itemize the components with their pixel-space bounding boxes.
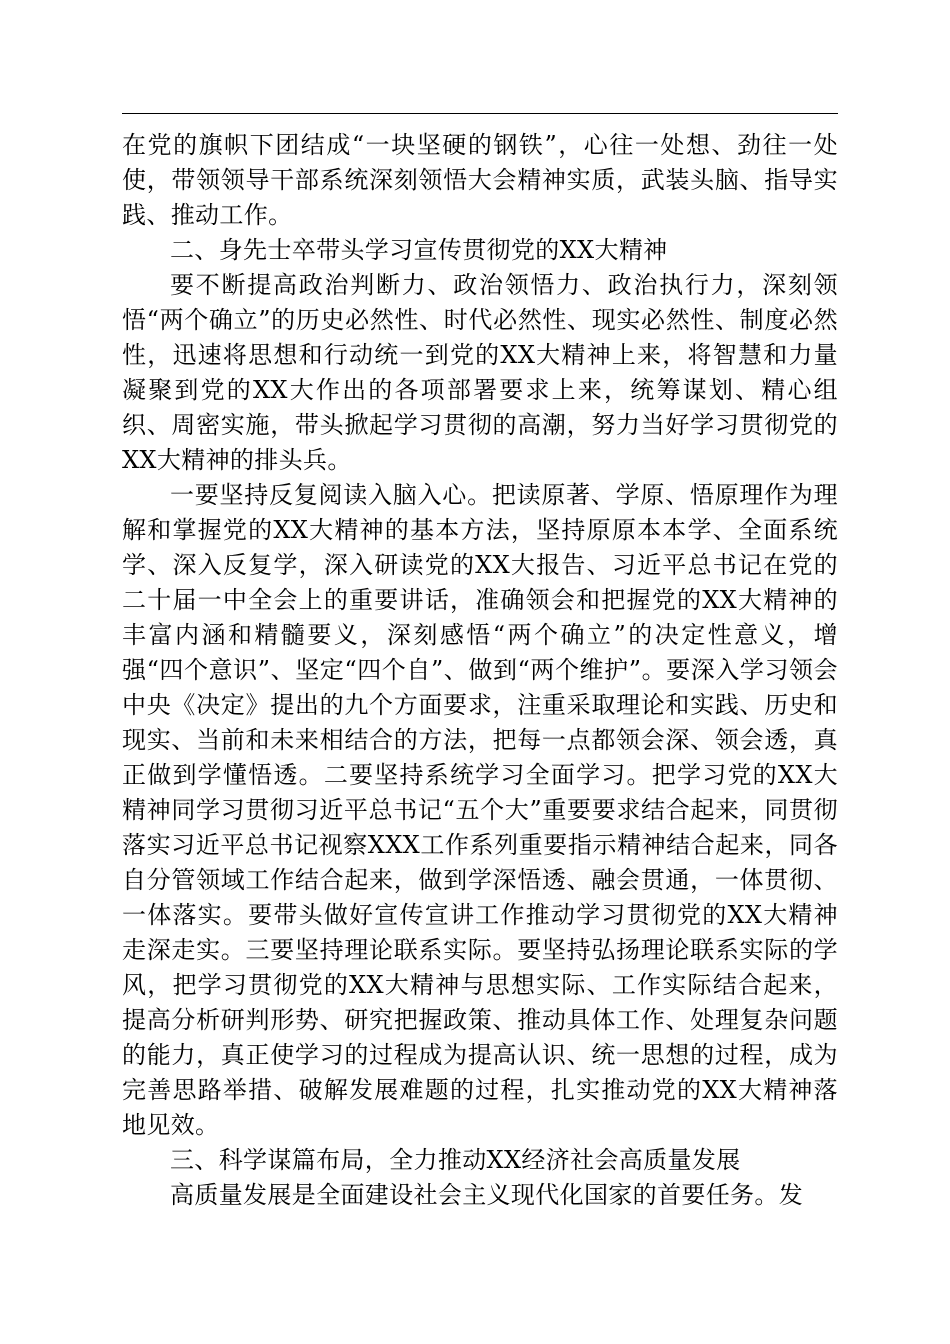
document-body xyxy=(122,128,838,1213)
header-rule xyxy=(122,113,838,114)
body-paragraph: 要不断提高政治判断力、政治领悟力、政治执行力，深刻领悟“两个确立”的历史必然性、时代必然性、现实必然性、制度必然性，迅速将思想和行动统一到党的XX大精神上来，将智慧和力量凝聚到党的XX大作出的各项部署要求上来，统筹谋划、精心组织、周密实施，带头掀起学习贯彻的高潮，努力当好学习贯彻党的XX大精神的排头兵。 xyxy=(122,271,838,474)
body-paragraph: 高质量发展是全面建设社会主义现代化国家的首要任务。发 xyxy=(170,1181,804,1209)
body-paragraph-continued: 在党的旗帜下团结成“一块坚硬的钢铁”，心往一处想、劲往一处使，带领领导干部系统深刻领悟大会精神实质，武装头脑、指导实践、推动工作。 xyxy=(122,131,838,229)
section-heading-3: 三、科学谋篇布局，全力推动XX经济社会高质量发展 xyxy=(170,1146,741,1174)
body-paragraph: 一要坚持反复阅读入脑入心。把读原著、学原、悟原理作为理解和掌握党的XX大精神的基本方法，坚持原原本本学、全面系统学、深入反复学，深入研读党的XX大报告、习近平总书记在党的二十届一中全会上的重要讲话，准确领会和把握党的XX大精神的丰富内涵和精髓要义，深刻感悟“两个确立”的决定性意义，增强“四个意识”、坚定“四个自”、做到“两个维护”。要深入学习领会中央《决定》提出的九个方面要求，注重采取理论和实践、历史和现实、当前和未来相结合的方法，把每一点都领会深、领会透，真正做到学懂悟透。二要坚持系统学习全面学习。把学习党的XX大精神同学习贯彻习近平总书记“五个大”重要要求结合起来，同贯彻落实习近平总书记视察XXX工作系列重要指示精神结合起来，同各自分管领域工作结合起来，做到学深悟透、融会贯通，一体贯彻、一体落实。要带头做好宣传宣讲工作推动学习贯彻党的XX大精神走深走实。三要坚持理论联系实际。要坚持弘扬理论联系实际的学风，把学习贯彻党的XX大精神与思想实际、工作实际结合起来，提高分析研判形势、研究把握政策、推动具体工作、处理复杂问题的能力，真正使学习的过程成为提高认识、统一思想的过程，成为完善思路举措、破解发展难题的过程，扎实推动党的XX大精神落地见效。 xyxy=(122,481,838,1139)
section-heading-2: 二、身先士卒带头学习宣传贯彻党的XX大精神 xyxy=(170,236,668,264)
